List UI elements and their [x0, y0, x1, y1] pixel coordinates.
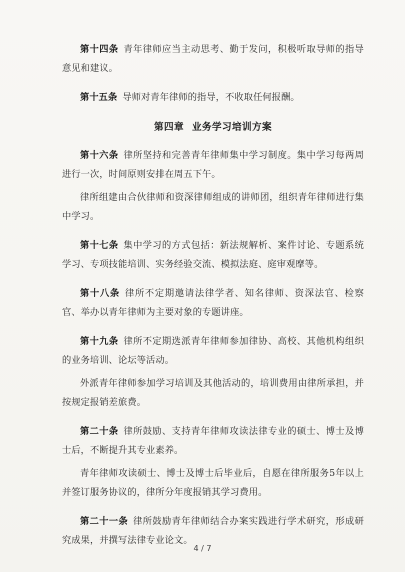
article-19 — [62, 333, 364, 370]
article-20 — [62, 423, 364, 460]
article-16-paragraph-2 — [62, 189, 364, 226]
document-body — [62, 41, 364, 561]
article-text: 律所组建由合伙律师和资深律师组成的讲师团，组织青年律师进行集中学习。 — [62, 192, 364, 222]
article-16 — [62, 147, 364, 184]
article-text: 律所坚持和完善青年律师集中学习制度。集中学习每两周进行一次，时间原则安排在周五下午。 — [62, 150, 364, 180]
article-20-paragraph-2 — [62, 465, 364, 502]
article-text: 律所鼓励、支持青年律师攻读法律专业的硕士、博士及博士后，不断提升其专业素养。 — [62, 426, 364, 456]
article-15 — [62, 89, 364, 108]
article-label: 第二十条 — [80, 426, 119, 437]
article-text: 集中学习的方式包括：新法规解析、案件讨论、专题系统学习、专项技能培训、实务经验交流、模拟法庭、庭审观摩等。 — [62, 240, 364, 270]
article-label: 第十九条 — [80, 336, 119, 347]
article-text: 律所不定期选派青年律师参加律协、高校、其他机构组织的业务培训、论坛等活动。 — [62, 336, 364, 366]
article-18 — [62, 285, 364, 322]
chapter-number: 第四章 — [154, 121, 185, 133]
article-label: 第十四条 — [80, 44, 119, 55]
article-14 — [62, 41, 364, 78]
article-19-paragraph-2 — [62, 375, 364, 412]
page-number: 4 / 7 — [193, 544, 212, 553]
article-text: 律所鼓励青年律师结合办案实践进行学术研究，形成研究成果，并撰写法律专业论文。 — [62, 516, 364, 546]
article-label: 第十六条 — [80, 150, 119, 161]
article-text: 律所不定期邀请法律学者、知名律师、资深法官、检察官、举办以青年律师为主要对象的专题讲座。 — [62, 288, 364, 318]
article-text: 导师对青年律师的指导，不收取任何报酬。 — [122, 92, 300, 103]
article-label: 第十五条 — [80, 92, 118, 103]
article-text: 青年律师应当主动思考、勤于发问，积极听取导师的指导意见和建议。 — [62, 44, 364, 74]
article-label: 第十八条 — [80, 288, 120, 299]
article-text: 外派青年律师参加学习培训及其他活动的，培训费用由律所承担，并按规定报销差旅费。 — [62, 378, 364, 408]
chapter-title: 业务学习培训方案 — [192, 121, 272, 133]
article-label: 第十七条 — [80, 240, 119, 251]
chapter-heading — [62, 119, 364, 138]
article-17 — [62, 237, 364, 274]
article-text: 青年律师攻读硕士、博士及博士后毕业后，自愿在律所服务5年以上并签订服务协议的，律所分年度报销其学习费用。 — [62, 468, 364, 498]
article-label: 第二十一条 — [80, 516, 129, 527]
